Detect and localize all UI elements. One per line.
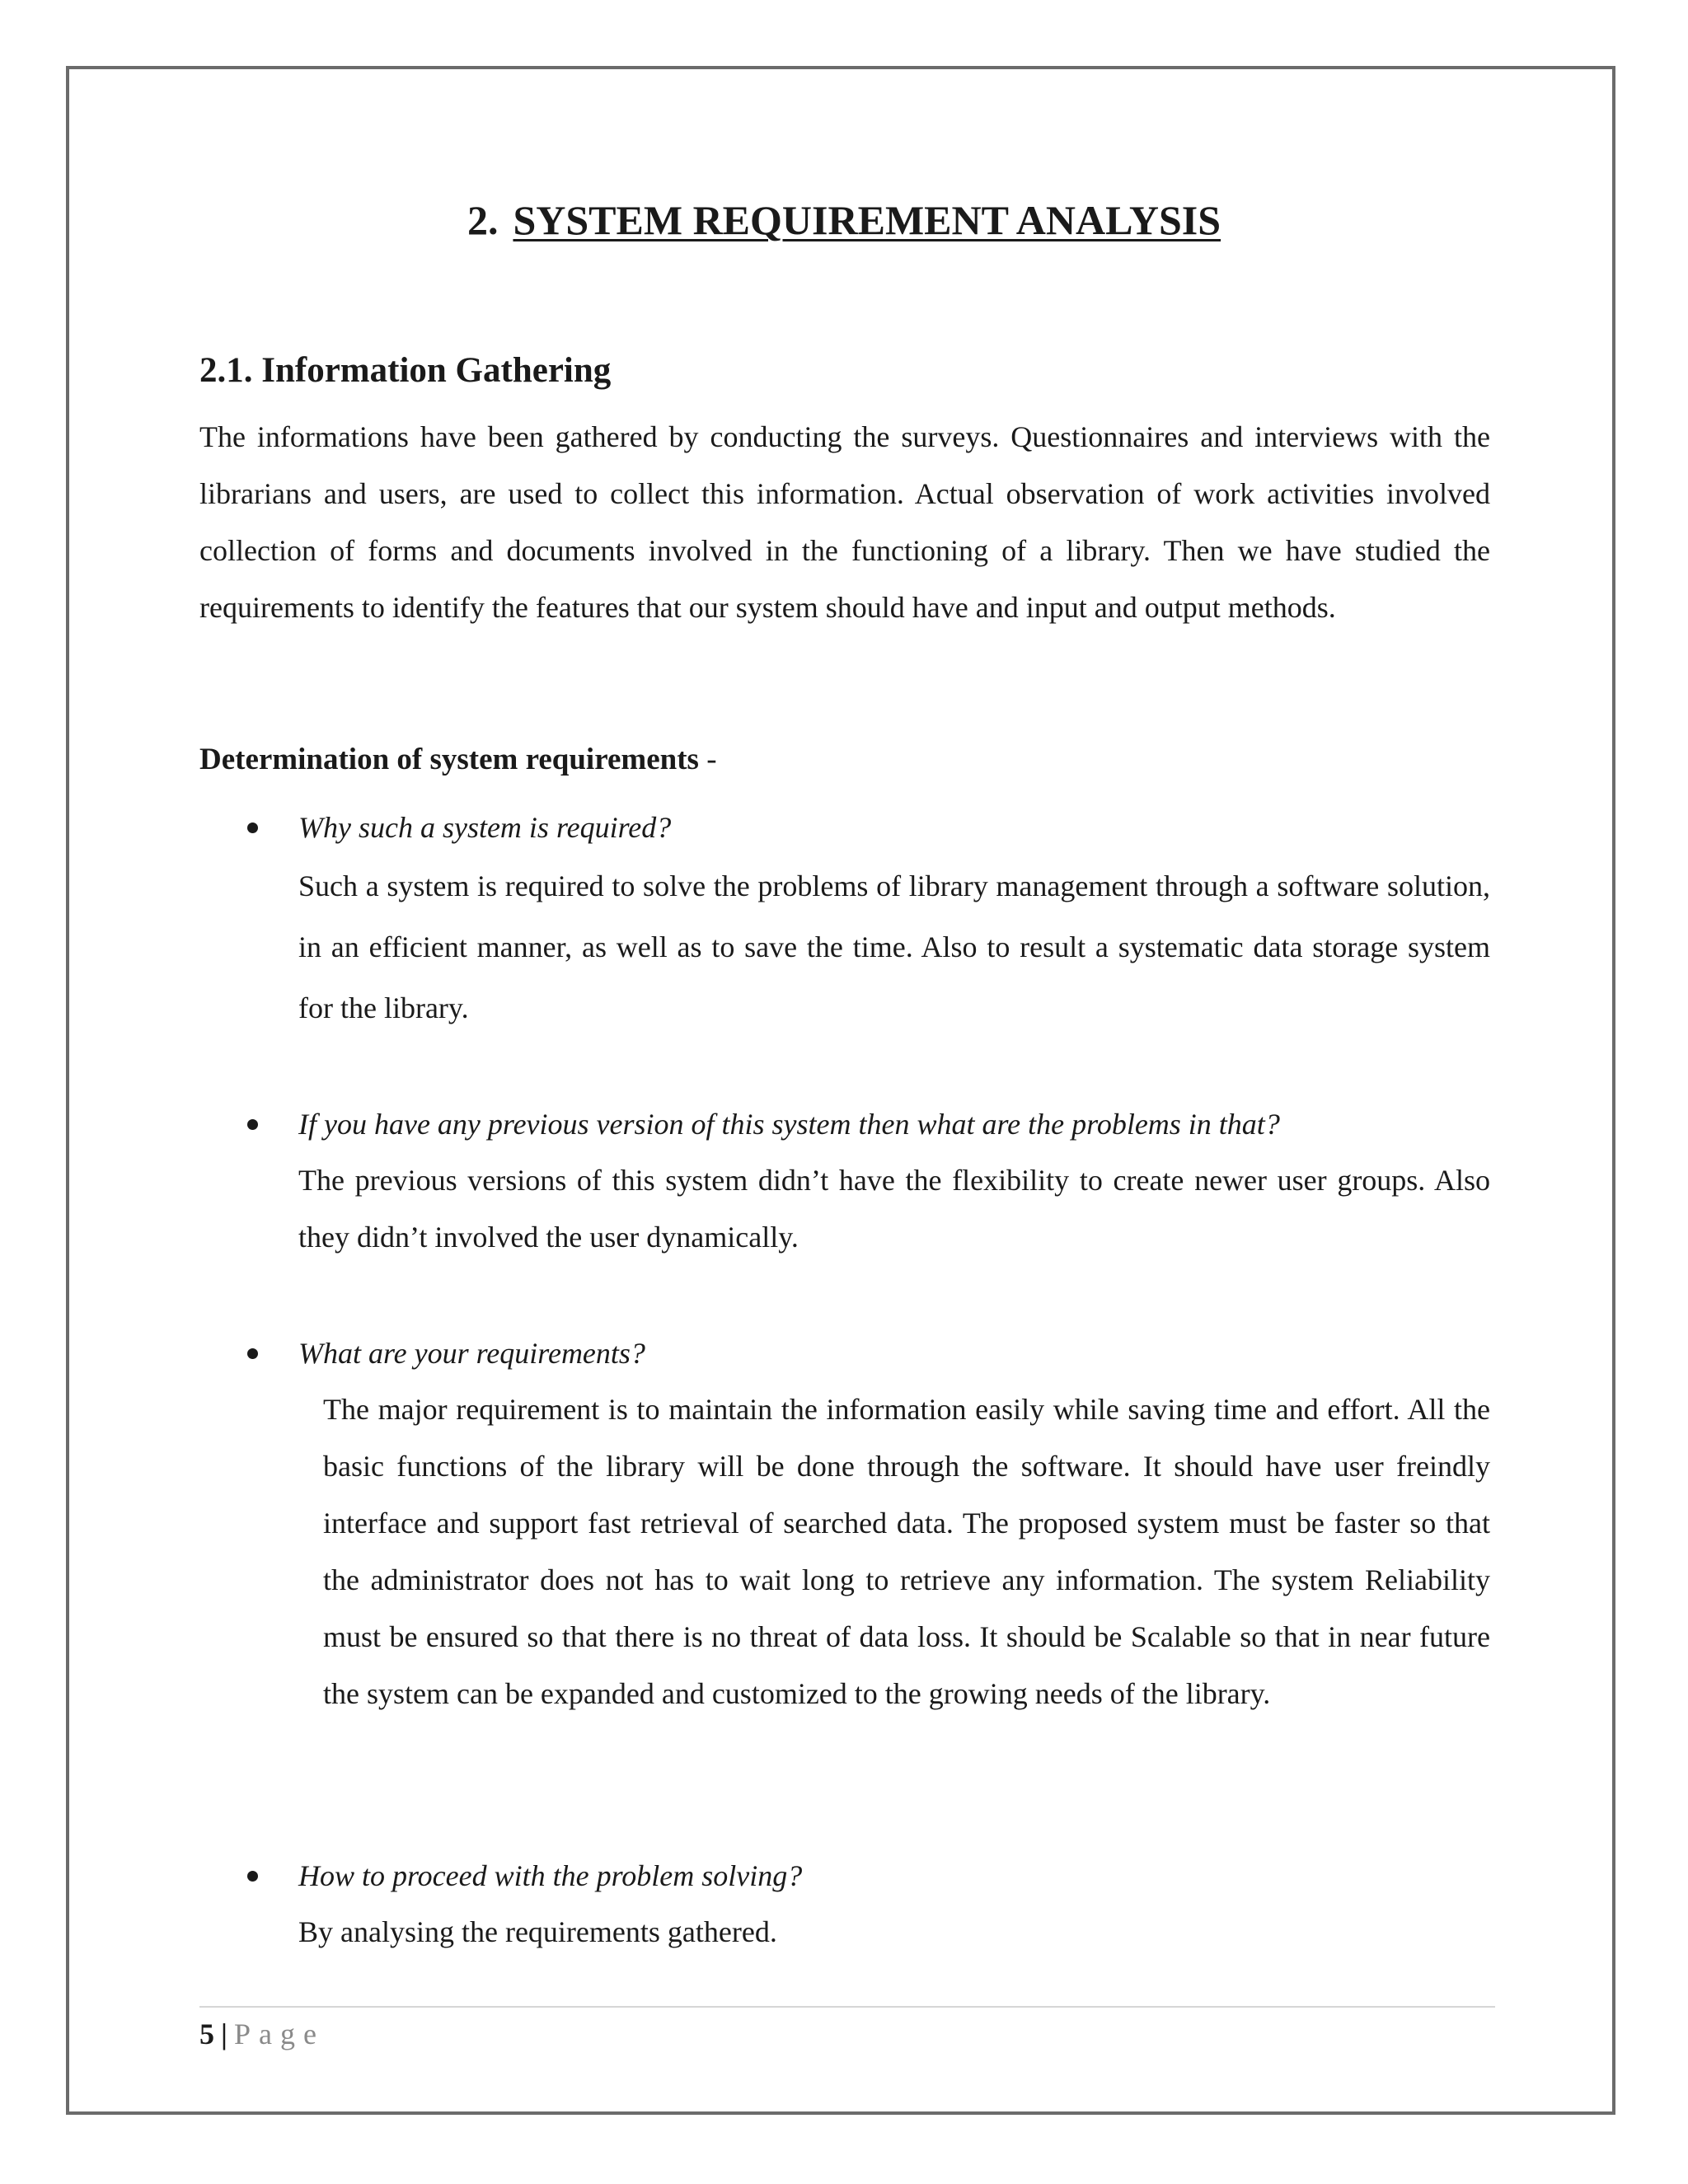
chapter-title-text: SYSTEM REQUIREMENT ANALYSIS [513, 197, 1221, 243]
bullet-icon [247, 1096, 298, 1153]
page-number: 5 [199, 2018, 214, 2050]
chapter-title [0, 196, 1688, 244]
list-item-question [247, 1325, 645, 1382]
list-item-answer: The previous versions of this system didn’t have the flexibility to create newer user groups. Also they didn’t involved the user dynamically. [298, 1164, 1490, 1254]
determination-heading [199, 742, 717, 777]
footer-rule [199, 2006, 1495, 2008]
bullet-icon [247, 1325, 298, 1382]
determination-heading-dash: - [698, 743, 717, 776]
chapter-number: 2. [467, 197, 499, 243]
list-item-question [247, 799, 671, 856]
page-word: Page [233, 2018, 325, 2050]
list-item-question [247, 1096, 1280, 1153]
question-text: Why such a system is required? [298, 811, 672, 844]
section-title: 2.1. Information Gathering [199, 351, 612, 390]
question-text: What are your requirements? [298, 1337, 645, 1370]
list-item-answer: Such a system is required to solve the problems of library management through a software solution, in an efficient manner, as well as to save the time. Also to result a systematic data storage system for the library. [298, 869, 1490, 1024]
intro-paragraph: The informations have been gathered by conducting the surveys. Questionnaires and interviews with the librarians and users, are used to collect this information. Actual observation of work activities involved collection of forms and documents involved in the functioning of a library. Then we have studied the requirements to identify the features that our system should have and input and output methods. [199, 420, 1490, 624]
list-item-answer: The major requirement is to maintain the information easily while saving time and effort. All the basic functions of the library will be done through the software. It should have user freindly interface and support fast retrieval of searched data. The proposed system must be faster so that the administrator does not has to wait long to retrieve any information. The system Reliability must be ensured so that there is no threat of data loss. It should be Scalable so that in near future the system can be expanded and customized to the growing needs of the library. [323, 1393, 1490, 1710]
question-text: How to proceed with the problem solving? [298, 1859, 803, 1892]
bullet-icon [247, 1848, 298, 1905]
footer-separator: | [221, 2018, 227, 2050]
page-footer [199, 2009, 325, 2059]
determination-heading-text: Determination of system requirements [199, 743, 699, 776]
bullet-icon [247, 799, 298, 856]
list-item-question [247, 1848, 802, 1905]
list-item-answer: By analysing the requirements gathered. [298, 1915, 777, 1948]
question-text: If you have any previous version of this system then what are the problems in that? [298, 1108, 1280, 1141]
